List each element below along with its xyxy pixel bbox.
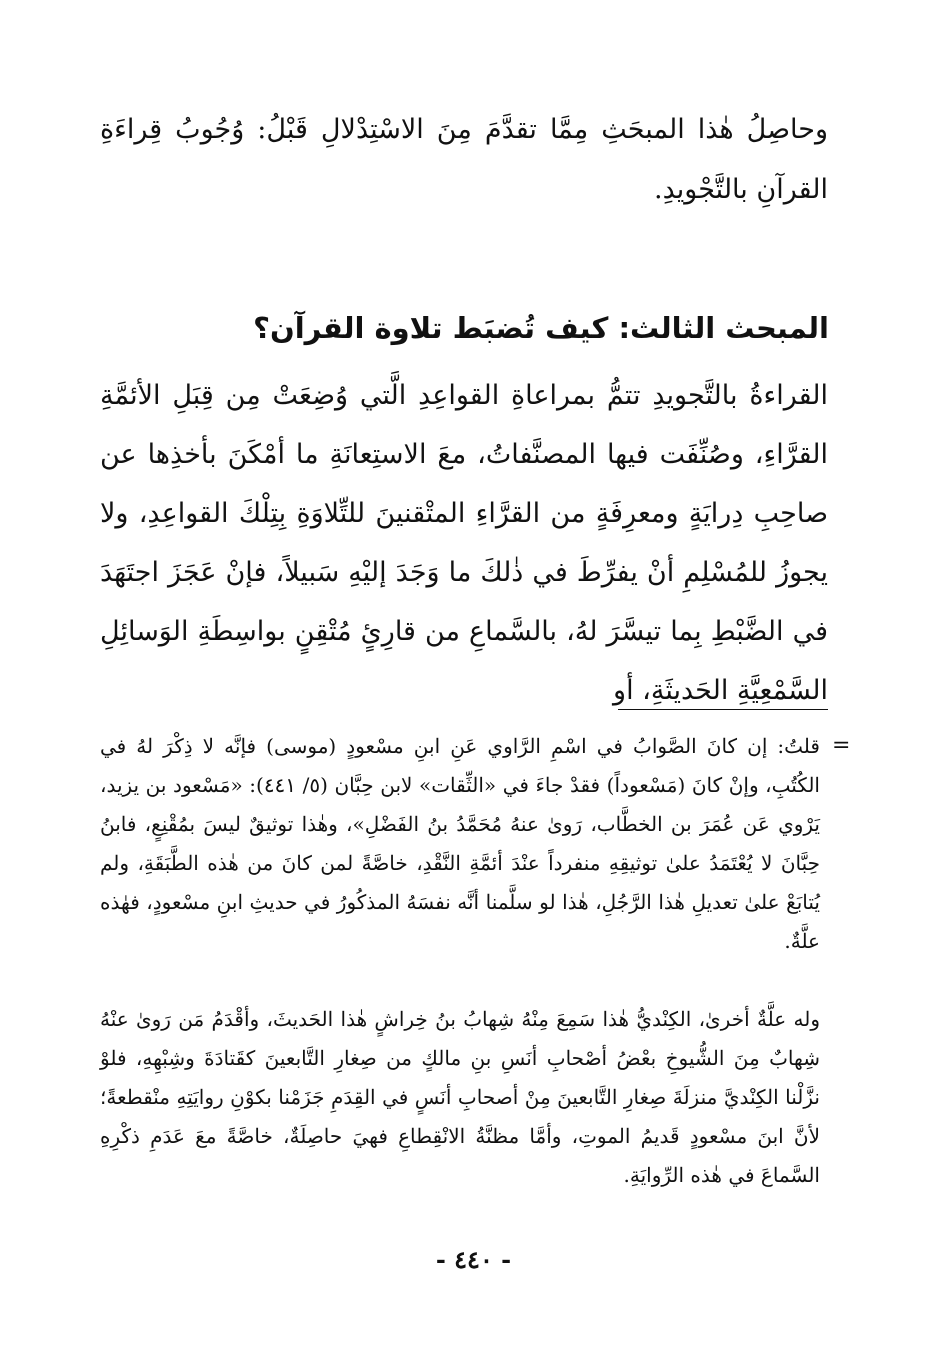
footnote-separator <box>618 709 828 710</box>
section-body-paragraph: القراءةُ بالتَّجويدِ تتمُّ بمراعاةِ القواعِدِ الَّتي وُضِعَتْ مِن قِبَلِ الأئمَّةِ القرَّاءِ، وصُنِّفَت فيها المصنَّفاتُ، معَ الاستِعانَةِ ما أمْكَنَ بأخذِها عن صاحِبِ دِرايَةٍ ومعرِفَةٍ من القرَّاءِ المتْقنينَ للتِّلاوَةِ بِتِلْكَ القواعِدِ، ولا يجوزُ للمُسْلِمِ أنْ يفرِّطَ في ذٰلكَ ما وَجَدَ إليْهِ سَبيلاً، فإنْ عَجَزَ اجتَهَدَ في الضَّبْطِ بِما تيسَّرَ لهُ، بالسَّماعِ من قارِئٍ مُتْقِنٍ بواسِطَةِ الوَسائِلِ السَّمْعِيَّةِ الحَديثَةِ، أو <box>100 380 828 706</box>
page-number: - ٤٤٠ - <box>435 1245 512 1274</box>
section-heading: المبحث الثالث: كيف تُضبَط تلاوة القرآن؟ <box>253 311 829 345</box>
footnote-paragraph-1: قلتُ: إن كانَ الصَّوابُ في اسْمِ الرَّاوي عَنِ ابنِ مسْعودٍ (موسى) فإنَّه لا ذِكْرَ لهُ في الكُتُبِ، وإنْ كانَ (مَسْعوداً) فقدْ جاءَ في «الثِّقات» لابن حِبَّان (٥/ ٤٤١): «مَسْعود بن يزيد، يَرْوي عَن عُمَرَ بن الخطَّاب، رَوىٰ عنهُ مُحَمَّدُ بنُ الفَضْلِ»، وهٰذا توثيقٌ ليسَ بمُقْنِعٍ، فابنُ حِبَّانَ لا يُعْتَمَدُ علىٰ توثيقِهِ منفرداً عنْدَ أئمَّةِ النَّقْدِ، خاصَّةً لمن كانَ من هٰذه الطَّبَقَةِ، ولم يُتابَعْ علىٰ تعديلِ هٰذا الرَّجُلِ، هٰذا لو سلَّمنا أنَّه نفسَهُ المذكُورُ في حديثِ ابنِ مسْعودٍ، فهٰذه علَّةٌ. <box>100 734 820 953</box>
intro-paragraph: وحاصِلُ هٰذا المبحَثِ مِمَّا تقدَّمَ مِنَ الاسْتِدْلالِ قَبْلُ: وُجُوبُ قِراءَةِ القرآنِ بالتَّجْويدِ. <box>100 114 828 205</box>
footnote-continuation-marker: = <box>832 733 851 758</box>
footnote-paragraph-2: وله علَّةٌ أخرىٰ، الكِنْديُّ هٰذا سَمِعَ مِنْهُ شِهابُ بنُ خِراشٍ هٰذا الحَديثَ، وأقْدَمُ مَن رَوىٰ عنْهُ شِهابٌ مِنَ الشُّيوخِ بعْضُ أصْحابِ أنَسِ بنِ مالكٍ من صِغارِ التَّابعينَ كقَتادَةَ وشِبْهِهِ، فلوْ نزَّلْنا الكِنْديَّ منزلَةَ صِغارِ التَّابعينَ مِنْ أصحابِ أنَسٍ في القِدَمِ جَزَمْنا بكوْنِ روايَتِهِ منْقطعةً؛ لأنَّ ابنَ مسْعودٍ قَديمُ الموتِ، وأمَّا مظنَّةُ الانْقِطاعِ فهيَ حاصِلَةٌ، خاصَّةً معَ عَدَمِ ذكْرِهِ السَّماعَ في هٰذه الرِّوايَةِ. <box>100 1007 820 1187</box>
